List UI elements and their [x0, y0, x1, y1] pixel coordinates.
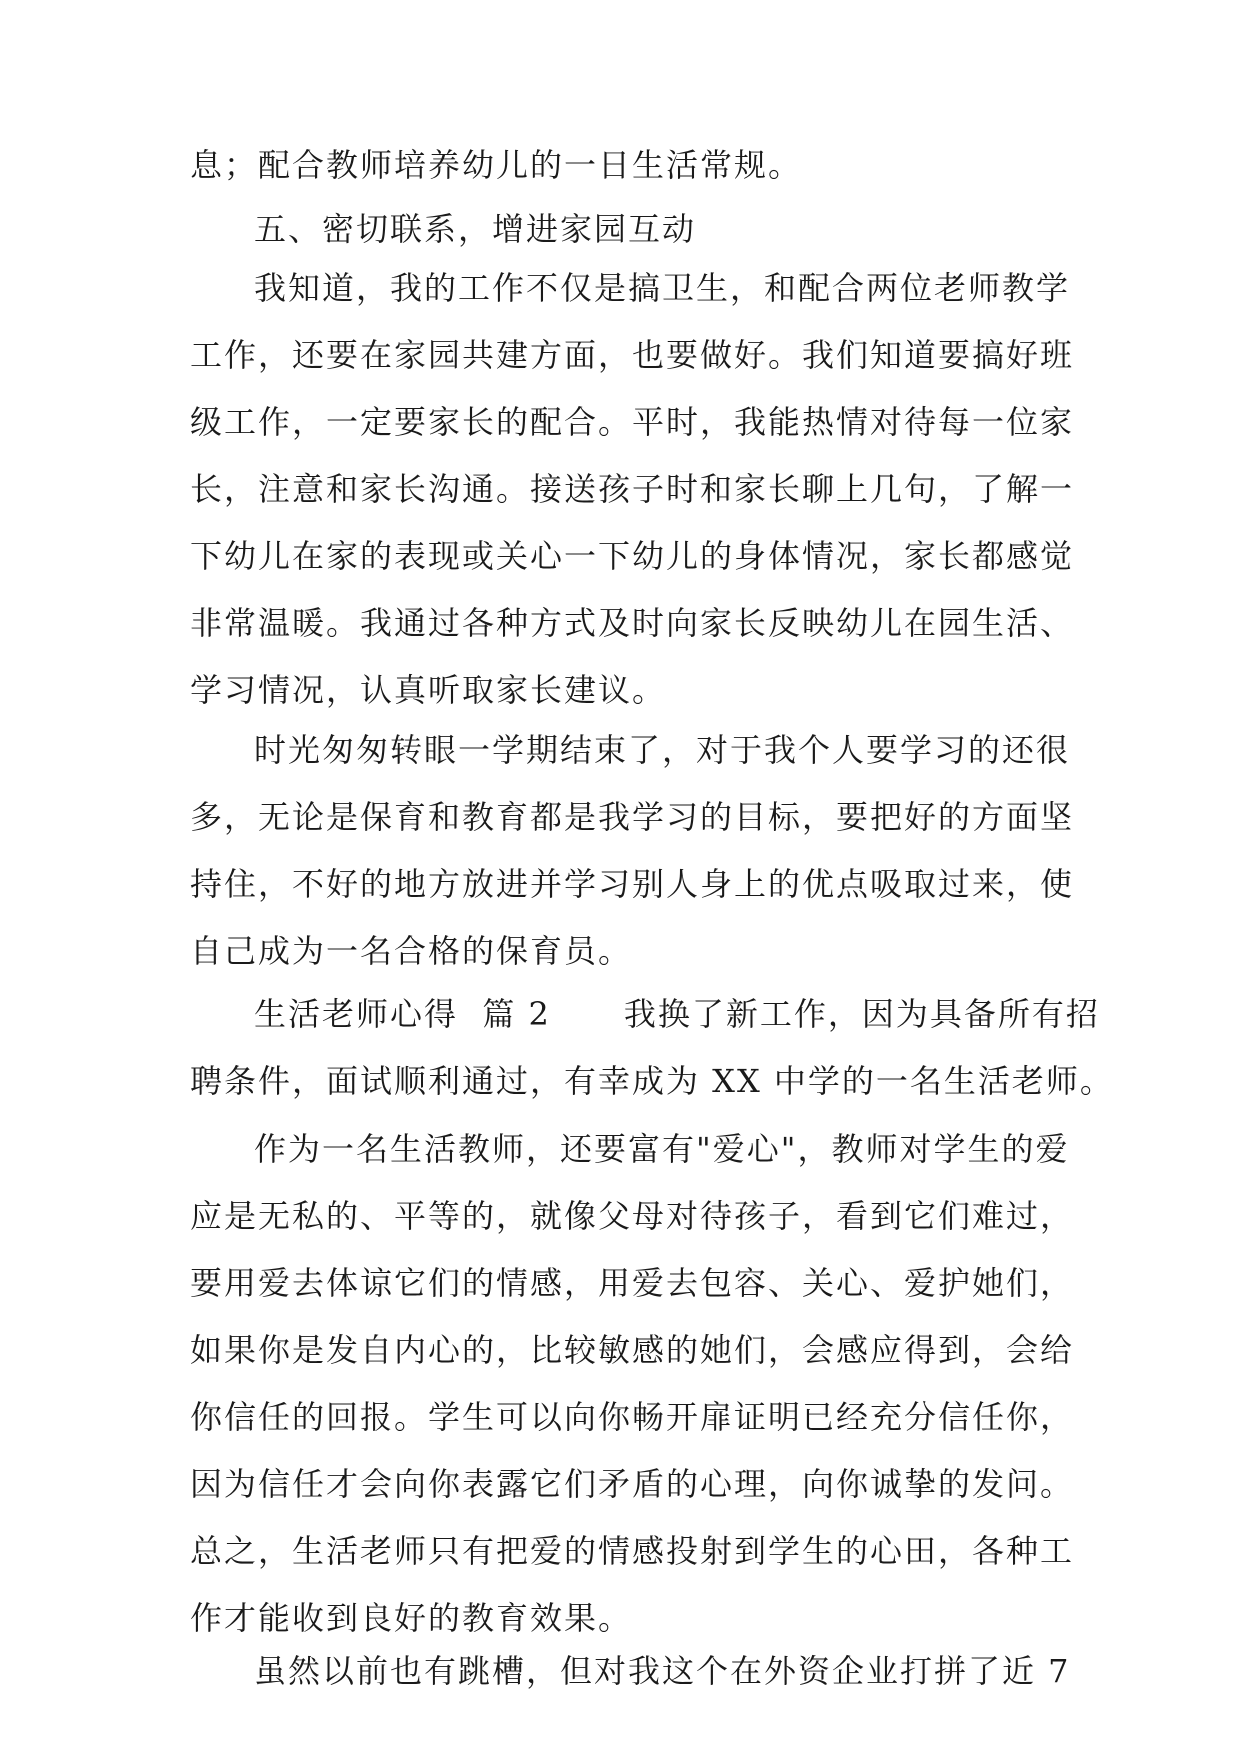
- text-line: 作为一名生活教师，还要富有"爱心"，教师对学生的爱: [254, 1130, 1070, 1168]
- text-line: 应是无私的、平等的，就像父母对待孩子，看到它们难过，: [190, 1197, 1075, 1235]
- text-line: 工作，还要在家园共建方面，也要做好。我们知道要搞好班: [190, 336, 1075, 374]
- paragraph-parent-communication: [190, 255, 1075, 724]
- text-line: 息；配合教师培养幼儿的一日生活常规。: [190, 146, 803, 184]
- text-line: 虽然以前也有跳槽，但对我这个在外资企业打拼了近 7: [254, 1652, 1071, 1690]
- text-line: 持住，不好的地方放进并学习别人身上的优点吸取过来，使: [190, 865, 1075, 903]
- text-line: 作才能收到良好的教育效果。: [190, 1599, 633, 1637]
- text-line: 我知道，我的工作不仅是搞卫生，和配合两位老师教学: [254, 269, 1071, 307]
- paragraph-caring-heart: [190, 1116, 1075, 1652]
- text-line: 非常温暖。我通过各种方式及时向家长反映幼儿在园生活、: [190, 604, 1075, 642]
- text-line: 多，无论是保育和教育都是我学习的目标，要把好的方面坚: [190, 798, 1075, 836]
- text-line: 长，注意和家长沟通。接送孩子时和家长聊上几句，了解一: [190, 470, 1075, 508]
- text-line: 聘条件，面试顺利通过，有幸成为 XX 中学的一名生活老师。: [190, 1062, 1114, 1100]
- text-line: 级工作，一定要家长的配合。平时，我能热情对待每一位家: [190, 403, 1075, 441]
- text-line: 时光匆匆转眼一学期结束了，对于我个人要学习的还很: [254, 731, 1071, 769]
- text-line: 要用爱去体谅它们的情感，用爱去包容、关心、爱护她们，: [190, 1264, 1075, 1302]
- paragraph-article-2-intro: [190, 981, 1114, 1115]
- text-line: 生活老师心得 篇 2 我换了新工作，因为具备所有招: [254, 995, 1100, 1033]
- text-line: 下幼儿在家的表现或关心一下幼儿的身体情况，家长都感觉: [190, 537, 1075, 575]
- text-line: 自己成为一名合格的保育员。: [190, 932, 633, 970]
- text-line: 你信任的回报。学生可以向你畅开扉证明已经充分信任你，: [190, 1398, 1075, 1436]
- section-heading: 五、密切联系，增进家园互动: [254, 210, 697, 248]
- text-line: 如果你是发自内心的，比较敏感的她们，会感应得到，会给: [190, 1331, 1075, 1369]
- paragraph-daily-routine: [190, 132, 1070, 199]
- text-line: 学习情况，认真听取家长建议。: [190, 671, 667, 709]
- text-line: 因为信任才会向你表露它们矛盾的心理，向你诚挚的发问。: [190, 1465, 1075, 1503]
- text-line: 总之，生活老师只有把爱的情感投射到学生的心田，各种工: [190, 1532, 1075, 1570]
- paragraph-job-change: [190, 1638, 1070, 1705]
- paragraph-semester-summary: [190, 717, 1075, 985]
- section-heading-home-school: [190, 196, 1070, 263]
